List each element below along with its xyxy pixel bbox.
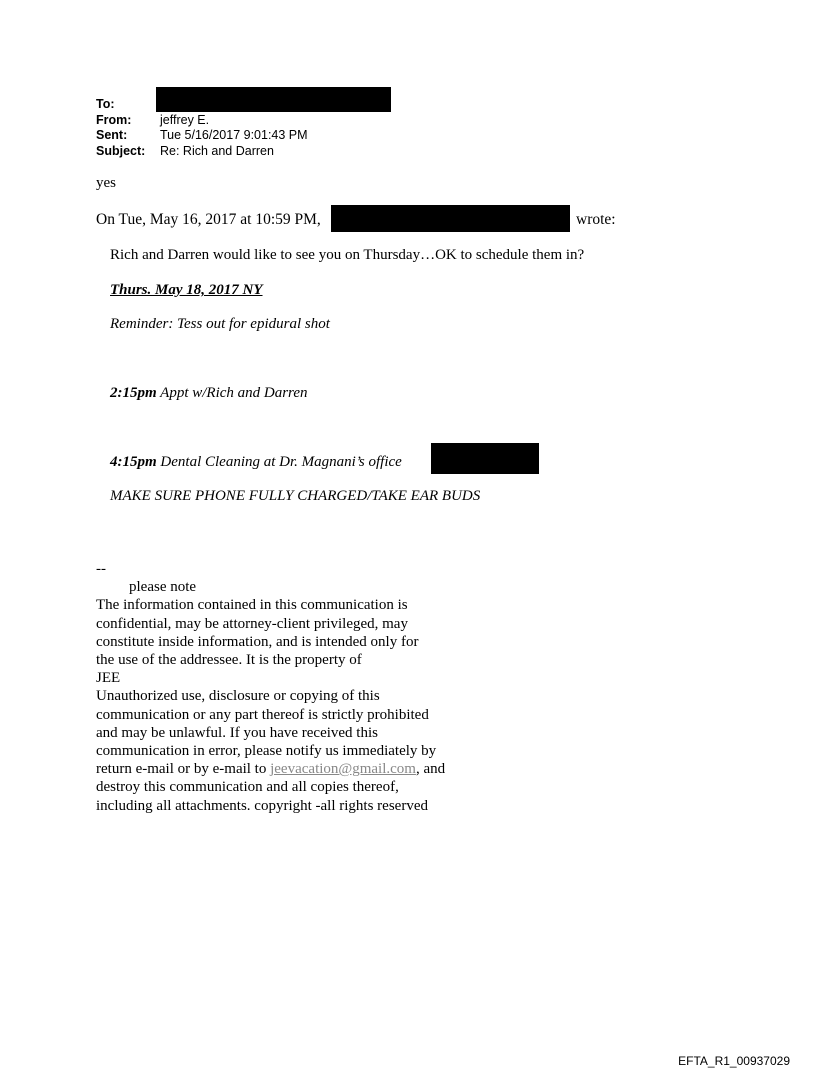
request-text: Rich and Darren would like to see you on Thursday…OK to schedule them in? bbox=[110, 247, 585, 263]
disclaimer-line: destroy this communication and all copies thereof, bbox=[96, 779, 399, 796]
redaction-office bbox=[431, 443, 539, 474]
disclaimer-line: JEE bbox=[96, 670, 121, 687]
sent-row bbox=[96, 128, 308, 144]
please-note: please note bbox=[129, 579, 197, 596]
subject-row bbox=[96, 144, 308, 160]
appt1-time: 2:15pm bbox=[110, 385, 157, 401]
disclaimer-email-line bbox=[96, 760, 445, 778]
to-label: To: bbox=[96, 97, 115, 111]
disclaimer-line: The information contained in this communication is bbox=[96, 597, 408, 614]
quote-intro-end: wrote: bbox=[576, 211, 616, 228]
disclaimer-line: and may be unlawful. If you have received this bbox=[96, 724, 378, 741]
email-link[interactable]: jeevacation@gmail.com bbox=[270, 761, 416, 778]
email-suffix: , and bbox=[415, 761, 446, 778]
appt2-time: 4:15pm bbox=[110, 454, 157, 470]
reply-text: yes bbox=[96, 175, 116, 191]
appt2 bbox=[110, 454, 402, 471]
date-heading: Thurs. May 18, 2017 NY bbox=[110, 282, 263, 298]
document-id: EFTA_R1_00937029 bbox=[678, 1054, 790, 1068]
sent-value: Tue 5/16/2017 9:01:43 PM bbox=[160, 128, 308, 142]
disclaimer-line: communication or any part thereof is strictly prohibited bbox=[96, 706, 429, 723]
note-text: MAKE SURE PHONE FULLY CHARGED/TAKE EAR BUDS bbox=[110, 488, 481, 504]
disclaimer-line: constitute inside information, and is intended only for bbox=[96, 633, 419, 650]
appt1 bbox=[110, 385, 308, 402]
email-prefix: return e-mail or by e-mail to bbox=[96, 761, 271, 778]
disclaimer-line: communication in error, please notify us immediately by bbox=[96, 743, 437, 760]
disclaimer-line: Unauthorized use, disclosure or copying of this bbox=[96, 688, 380, 705]
disclaimer bbox=[96, 560, 445, 815]
subject-value: Re: Rich and Darren bbox=[160, 143, 274, 158]
redaction-sender bbox=[331, 205, 570, 232]
sent-label: Sent: bbox=[96, 128, 128, 142]
reminder-text: Reminder: Tess out for epidural shot bbox=[110, 316, 330, 332]
subject-label: Subject: bbox=[96, 143, 146, 158]
disclaimer-line: including all attachments. copyright -all rights reserved bbox=[96, 797, 428, 814]
from-row bbox=[96, 113, 308, 129]
appt1-text: Appt w/Rich and Darren bbox=[156, 385, 308, 401]
from-value: jeffrey E. bbox=[160, 112, 210, 127]
disclaimer-line: the use of the addressee. It is the property of bbox=[96, 652, 362, 669]
separator: -- bbox=[96, 561, 106, 577]
appt2-text: Dental Cleaning at Dr. Magnani’s office bbox=[156, 454, 402, 470]
from-label: From: bbox=[96, 112, 132, 127]
redaction-to bbox=[156, 87, 391, 112]
disclaimer-line: confidential, may be attorney-client privileged, may bbox=[96, 615, 408, 632]
quote-intro: On Tue, May 16, 2017 at 10:59 PM, bbox=[96, 211, 321, 228]
